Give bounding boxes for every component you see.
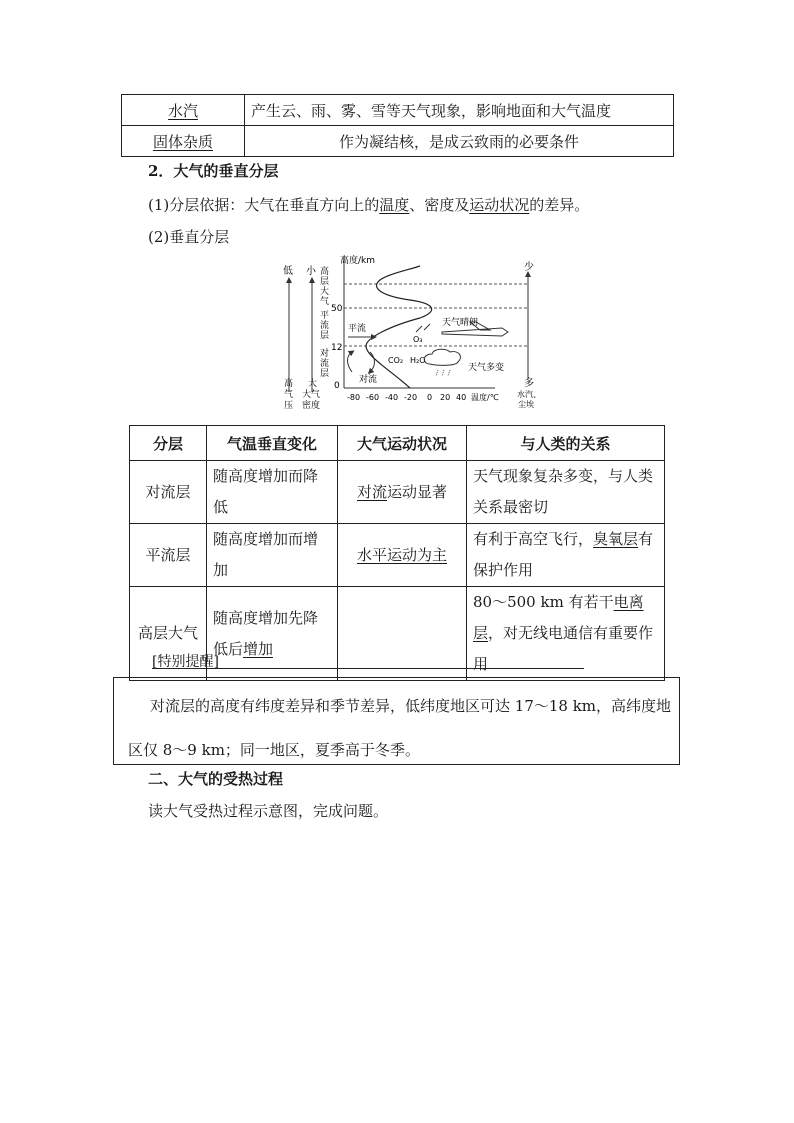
- layer-name: 平流层: [130, 524, 207, 587]
- tick-label: 20: [440, 393, 451, 402]
- troposphere-label: 对流层: [320, 349, 330, 379]
- small-label: 小: [306, 266, 316, 277]
- high-pressure-label: 高气压: [284, 379, 294, 411]
- component-name: 固体杂质: [152, 132, 213, 151]
- table-row: [122, 126, 674, 157]
- temp-change: 随高度增加而增加: [207, 524, 338, 587]
- clear-weather-label: 天气晴朗: [442, 318, 479, 328]
- more-label: 多: [524, 378, 534, 389]
- layer-name: 对流层: [130, 461, 207, 524]
- relation-cell: 80～500 km 有若干电离层，对无线电通信有重要作用: [467, 587, 665, 681]
- layer-name: 高层大气: [130, 587, 207, 681]
- low-label: 低: [283, 266, 293, 277]
- layers-table: [129, 425, 665, 681]
- component-name: 水汽: [167, 101, 198, 120]
- ozone-mark: [424, 324, 430, 330]
- stratosphere-label: 平流层: [320, 311, 330, 341]
- cloud-icon: [424, 349, 460, 376]
- tick-label: 0: [427, 393, 433, 402]
- table-row: [130, 461, 665, 524]
- motion-cell: [338, 587, 467, 681]
- varied-weather-label: 天气多变: [468, 363, 505, 373]
- reminder-rule: [152, 668, 584, 669]
- reminder-title: [特别提醒]: [152, 654, 219, 670]
- column-header: 气温垂直变化: [207, 426, 338, 461]
- table-row: [130, 524, 665, 587]
- reminder-box: 对流层的高度有纬度差异和季节差异，低纬度地区可达 17～18 km，高纬度地区仅 8～9 km；同一地区，夏季高于冬季。: [113, 677, 680, 765]
- co2-label: CO₂: [388, 356, 404, 365]
- height-axis-label: 高度/km: [340, 256, 376, 266]
- tick-label: -80: [347, 393, 361, 402]
- relation-cell: 天气现象复杂多变，与人类关系最密切: [467, 461, 665, 524]
- underlined-term: 运动状况: [469, 196, 530, 214]
- tick-label: 50: [331, 304, 343, 314]
- motion-cell: 对流运动显著: [338, 461, 467, 524]
- table-header-row: [130, 426, 665, 461]
- convection-label: 对流: [359, 375, 378, 385]
- basis-paragraph: (1)分层依据：大气在垂直方向上的温度、密度及运动状况的差异。: [148, 196, 590, 214]
- convection-arrow: [348, 352, 353, 372]
- horizontal-flow-label: 平流: [348, 324, 367, 334]
- component-role: 产生云、雨、雾、雪等天气现象，影响地面和大气温度: [245, 95, 674, 126]
- tick-label: 12: [331, 343, 343, 353]
- tick-label: 0: [334, 381, 340, 391]
- ozone-mark: [416, 326, 422, 332]
- component-role: 作为凝结核，是成云致雨的必要条件: [245, 126, 674, 157]
- x-axis-label: 温度/℃: [471, 393, 499, 402]
- h2o-label: H₂O: [410, 356, 426, 365]
- temp-change: 随高度增加先降低后增加: [207, 587, 338, 681]
- motion-cell: 水平运动为主: [338, 524, 467, 587]
- column-header: 分层: [130, 426, 207, 461]
- vapor-dust-label: 水汽、尘埃: [517, 390, 541, 409]
- instruction-text: 读大气受热过程示意图，完成问题。: [148, 802, 389, 820]
- less-label: 少: [524, 262, 534, 273]
- temp-change: 随高度增加而降低: [207, 461, 338, 524]
- ozone-label: O₃: [413, 335, 423, 344]
- tick-label: 40: [456, 393, 467, 402]
- vertical-layer-diagram: [270, 252, 560, 414]
- upper-atmosphere-label: 高层大气: [320, 267, 330, 307]
- components-table: [121, 94, 674, 157]
- subheading: (2)垂直分层: [148, 228, 230, 246]
- section-title: 2．大气的垂直分层: [148, 162, 279, 180]
- column-header: 与人类的关系: [467, 426, 665, 461]
- tick-label: -60: [366, 393, 380, 402]
- column-header: 大气运动状况: [338, 426, 467, 461]
- underlined-term: 温度: [379, 196, 410, 214]
- relation-cell: 有利于高空飞行，臭氧层有保护作用: [467, 524, 665, 587]
- section-title: 二、大气的受热过程: [148, 770, 284, 788]
- table-row: [122, 95, 674, 126]
- tick-label: -40: [385, 393, 399, 402]
- tick-label: -20: [404, 393, 418, 402]
- density-label: 大大气密度: [302, 379, 321, 411]
